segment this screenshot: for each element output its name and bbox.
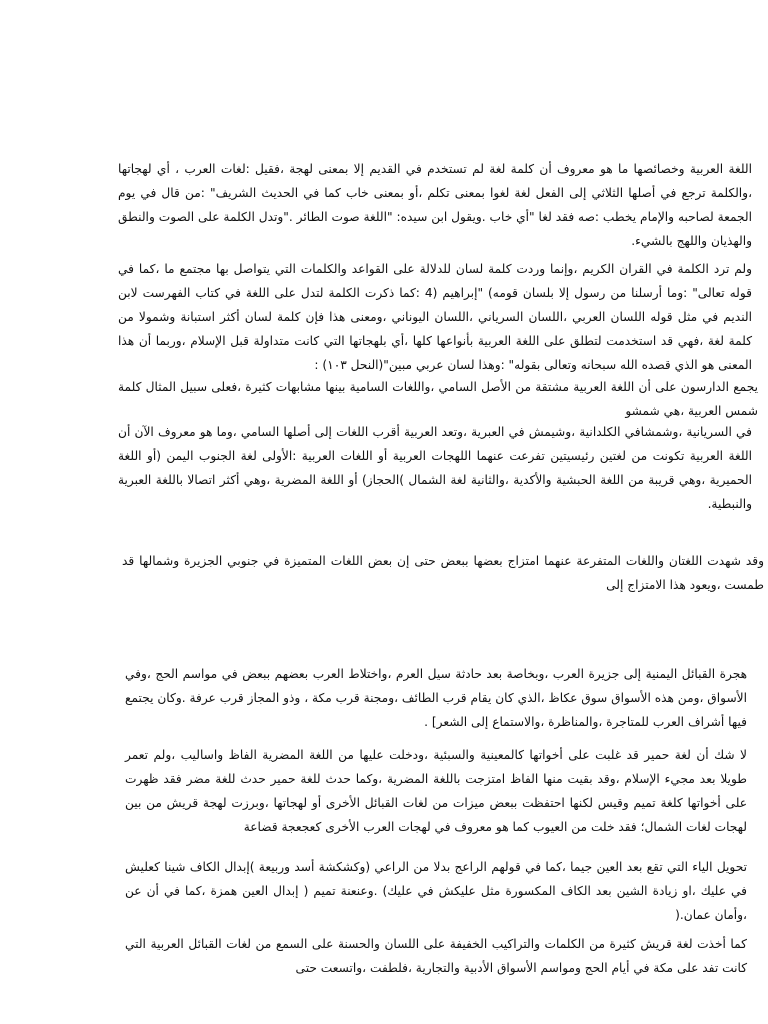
paragraph-two-languages: في السريانية ،وشمشافي الكلدانية ،وشيمش في العبرية ،وتعد العربية أقرب اللغات إلى أصلها السامي ،وما هو معروف الآن أن اللغة العربية تكونت من لغتين رئيسيتين تفرعت عنهما اللهجات العربية أو اللغات العربية :الأولى لغة الجنوب اليمن (أو اللغة الحميرية ،وهي قريبة من اللغة الحبشية والأكدية ،والثانية لغة الشمال )الحجاز) أو اللغة المضرية ،وهي أكثر اتصالا باللغة العبرية والنبطية. [118,425,752,511]
paragraph-quran-lisan: ولم ترد الكلمة في القران الكريم ،وإنما وردت كلمة لسان للدلالة على القواعد والكلمات التي يتواصل بها مجتمع ما ،كما في قوله تعالى" :وما أرسلنا من رسول إلا بلسان قومه) "إبراهيم (4 :كما ذكرت الكلمة لتدل على اللغة في كتاب الفهرست لابن النديم في مثل قوله اللسان العربي ،اللسان السرياني ،اللسان اليوناني ،ومعنى هذا فإن كلمة لسان أكثر استبانة وشمولا من كلمة لغة ،فهي قد استخدمت لتطلق على اللغة العربية بأنواعها كلها ،أي بلهجاتها التي كانت متداولة قبل الإسلام ،وربما أن هذا المعنى هو الذي قصده الله سبحانه وتعالى بقوله" :وهذا لسان عربي مبين"(النحل ١٠٣) : [118,262,752,372]
paragraph-dialect-features: تحويل الياء التي تقع بعد العين جيما ،كما في قولهم الراعج بدلا من الراعي (وكشكشة أسد وربيعة )إبدال الكاف شينا كعليش في عليك ،او زيادة الشين بعد الكاف المكسورة مثل عليكش في عليك) .وعنعنة تميم ( إبدال العين همزة ،كما في أن عن ،وأمان عمان.( [125,860,747,922]
paragraph-tribal-migration: هجرة القبائل اليمنية إلى جزيرة العرب ،وبخاصة بعد حادثة سيل العرم ،واختلاط العرب بعضهم ببعض في مواسم الحج ،وفي الأسواق ،ومن هذه الأسواق سوق عكاظ ،الذي كان يقام قرب الطائف ،ومجنة قرب مكة ، وذو المجاز قرب عرفة .وكان يجتمع فيها أشراف العرب للمتاجرة ،والمناظرة ،والاستماع إلى الشعر] . [125,667,747,729]
paragraph-himyar-mudar: لا شك أن لغة حمير قد غلبت على أخواتها كالمعينية والسبئية ،ودخلت عليها من اللغة المضرية الفاظ واساليب ،ولم تعمر طويلا بعد مجيء الإسلام ،وقد بقيت منها الفاظ امتزجت باللغة المضرية ،وكما حدث للغة حمير حدث للغة مضر فقد ظهرت على أخواتها كلغة تميم وقيس لكنها احتفظت ببعض ميزات من لغات القبائل الأخرى أو لهجاتها ،وبرزت لهجة قريش من بين لهجات لغات الشمال؛ فقد خلت من العيوب كما هو معروف في لهجات العرب الأخرى كعجعجة قضاعة [125,748,747,834]
paragraph-language-mixing: وقد شهدت اللغتان واللغات المتفرعة عنهما امتزاج بعضها ببعض حتى إن بعض اللغات المتميزة في جنوبي الجزيرة وشمالها قد طمست ،ويعود هذا الامتزاج إلى [122,554,764,592]
paragraph-semitic-origin: يجمع الدارسون على أن اللغة العربية مشتقة من الأصل السامي ،واللغات السامية بينها مشابهات كثيرة ،فعلى سبيل المثال كلمة شمس العربية ،هي شمشو [118,380,758,418]
paragraph-quraysh-language: كما أخذت لغة قريش كثيرة من الكلمات والتراكيب الخفيفة على اللسان والحسنة على السمع من لغات القبائل العربية التي كانت تفد على مكة في أيام الحج ومواسم الأسواق الأدبية والتجارية ،فلطفت ،واتسعت حتى [125,937,747,975]
paragraph-arabic-language-meaning: اللغة العربية وخصائصها ما هو معروف أن كلمة لغة لم تستخدم في القديم إلا بمعنى لهجة ،فقيل :لغات العرب ، أي لهجاتها ،والكلمة ترجع في أصلها الثلاثي إلى الفعل لغة لغوا بمعنى تكلم ،أو بمعنى خاب كما في الحديث الشريف" :من قال في يوم الجمعة لصاحبه والإمام يخطب :صه فقد لغا "أي خاب .ويقول ابن سيده: "اللغة صوت الطائر ."وتدل الكلمة على الصوت والنطق والهذيان واللهج بالشيء. [118,162,752,248]
